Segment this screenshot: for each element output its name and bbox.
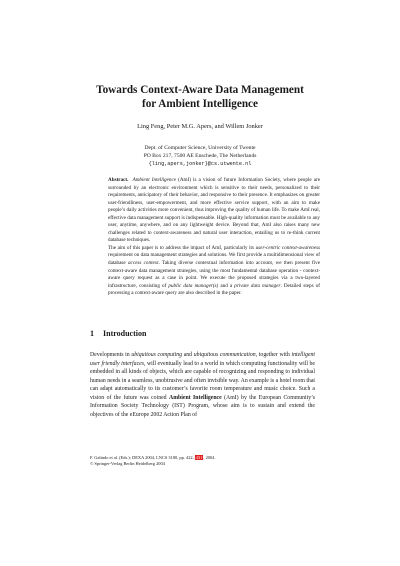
title-line-1: Towards Context-Aware Data Management xyxy=(96,84,304,96)
abstract-text-1: (AmI) is a vision of future Information Society, where people are surrounded by an electronic environment which is sensitive to their needs, personalized to their requirements, anticipatory of their behavior, and responsive to their presence. It emphasizes on greater user-friendliness, user-empowerment, and more effective service support, with an aim to make people’s daily activities more convenient, thus improving the quality of human life. To make AmI real, effective data management support is indispensable. High-quality information must be available to any user, anytime, anywhere, and on any lightweight device. Beyond that, AmI also raises many new challenges related to context-awareness and natural user interaction, entailing us to re-think current database techniques. xyxy=(108,177,320,244)
abstract-paragraph-2 xyxy=(108,245,320,298)
abstract-text-2e: . Detailed steps of processing a context-aware query are also described in the paper. xyxy=(108,282,320,297)
affiliation-address: PO Box 217, 7500 AE Enschede, The Netherlands xyxy=(143,153,257,159)
body-text-3: , together with xyxy=(255,352,292,358)
abstract xyxy=(108,177,320,298)
title-line-2: for Ambient Intelligence xyxy=(141,98,258,110)
body-text-1: Developments in xyxy=(90,352,132,358)
body-text-4: , will eventually lead to a world in which computing functionality will be embedded in all kinds of objects, which are capable of recognizing and responding to individual human needs in a seamless, unobtrusive and often invisible way. An example is a hotel room that can adapt automatically to its customer’s favorite room temperature and music choice. Such a vision of the future was coined xyxy=(90,360,316,401)
section-number: 1 xyxy=(90,329,94,338)
affiliation-dept: Dept. of Computer Science, University of Twente xyxy=(144,145,256,151)
abstract-text-2d: and a xyxy=(218,282,235,289)
section-title: Introduction xyxy=(103,329,147,338)
abstract-text-2c: . Taking diverse contextual information into account, we then present five context-aware data management strategies, using the most fundamental database operation - context-aware query request as a case in point. We execute the proposed strategies via a two-layered infrastructure, consisting of xyxy=(108,260,321,289)
body-emph-1: ubiquitous computing xyxy=(131,352,183,358)
abstract-emph-4: private data manager xyxy=(234,282,281,289)
body-text-2: and xyxy=(182,352,194,358)
authors: Ling Feng, Peter M.G. Apers, and Willem Jonker xyxy=(137,123,263,130)
footer-citation-year: , 2004. xyxy=(203,455,216,460)
affiliation xyxy=(0,144,400,168)
footer-citation xyxy=(90,455,320,467)
abstract-text-2b: requirement on data management strategies and solutions. We first provide a multidimensional view of database xyxy=(108,252,320,267)
body-emph-2: ubiquitous communication xyxy=(193,352,256,358)
abstract-emph-3: public data manager(s) xyxy=(168,282,219,289)
abstract-label: Abstract. xyxy=(108,177,129,183)
introduction-paragraph xyxy=(90,351,315,419)
footer-page-link[interactable]: 431 xyxy=(195,455,203,460)
abstract-term-ami: Ambient Intelligence xyxy=(132,177,177,183)
footer-citation-text: F. Galindo et al. (Eds.): DEXA 2004, LNCS 3180, pp. 422– xyxy=(90,455,195,460)
abstract-paragraph-1 xyxy=(108,177,320,245)
body-bold-ami: Ambient Intelligence xyxy=(169,394,222,401)
abstract-emph-2: access context xyxy=(127,260,159,267)
paper-title xyxy=(0,83,400,111)
abstract-text-2a: The aim of this paper is to address the impact of AmI, particularly its xyxy=(108,244,256,251)
body-emph-3: intelligent user friendly interfaces xyxy=(90,352,315,367)
abstract-emph-1: user-centric context-awareness xyxy=(255,244,320,251)
affiliation-email: {ling,apers,jonker}@cs.utwente.nl xyxy=(148,161,252,167)
footer-copyright: © Springer-Verlag Berlin Heidelberg 2004 xyxy=(90,461,165,467)
body-text-5: (AmI) by the European Community’s Information Society Technology (IST) Program, whose aim is to sustain and extend the objectives of the eEurope 2002 Action Plan of xyxy=(90,394,316,418)
section-heading xyxy=(90,329,146,339)
